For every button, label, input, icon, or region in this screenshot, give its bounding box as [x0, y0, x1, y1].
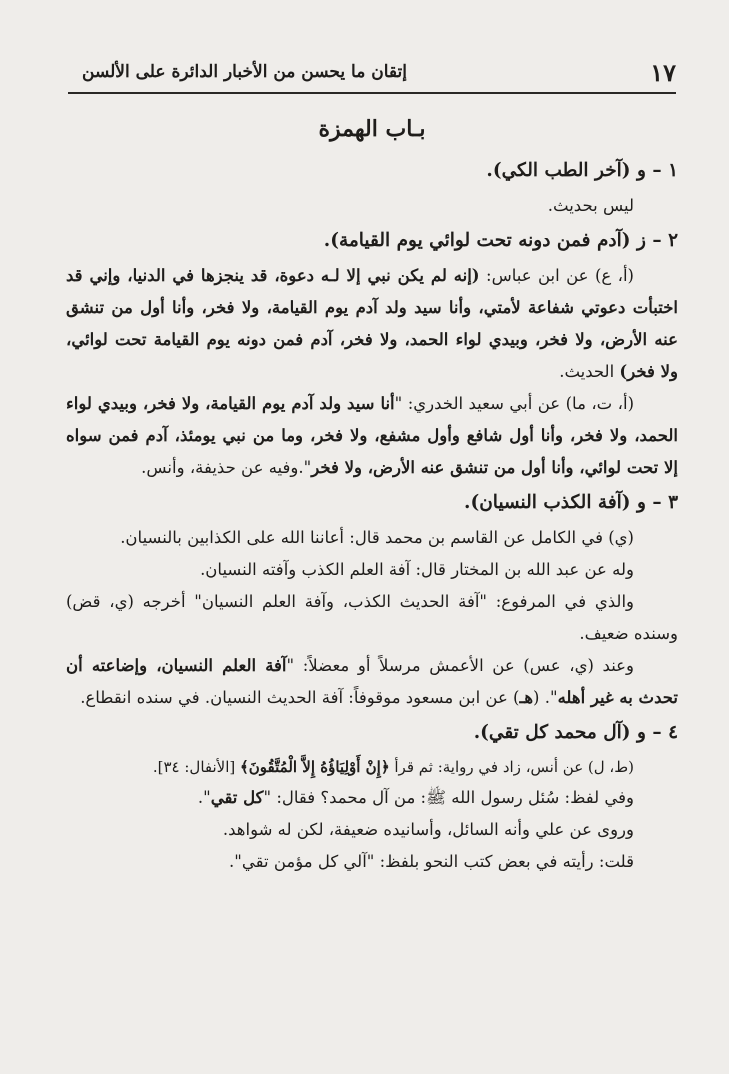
entry-heading: ٣ – و (آفة الكذب النسيان). [464, 492, 678, 513]
text-span: ". [197, 788, 211, 807]
bold-text: أنا سيد ولد آدم يوم القيامة، ولا فخر، وبيدي لواء الحمد، ولا فخر، وأنا أول شافع وأول مشفع، ولا فخر، وما من نبي يومئذ، آدم فمن سواه إلا تحت لوائي، وأنا أول من تنشق عنه الأرض، ولا فخر [66, 394, 678, 477]
page-body [66, 110, 678, 878]
text-span: وفي لفظ: سُئل رسول الله ﷺ: من آل محمد؟ فقال: " [263, 788, 634, 807]
paragraph [66, 586, 678, 650]
paragraph [66, 752, 678, 782]
paragraph [66, 650, 678, 714]
text-span: (ط، ل) عن أنس، زاد في رواية: ثم قرأ [389, 758, 634, 776]
entry-heading: ٤ – و (آل محمد كل تقي). [473, 722, 678, 743]
running-title: إتقان ما يحسن من الأخبار الدائرة على الألسن [82, 62, 407, 82]
text-span: ".وفيه عن حذيفة، وأنس. [141, 458, 312, 477]
page-number: ١٧ [650, 58, 676, 87]
paragraph [66, 260, 678, 388]
text-span: [الأنفال: ٣٤]. [152, 758, 240, 776]
text-span: الحديث. [559, 362, 620, 381]
paragraph [66, 388, 678, 484]
paragraph [66, 190, 678, 222]
bold-text: آفة العلم النسيان، وإضاعته أن تحدث به غير أهله [66, 656, 678, 707]
text-span: وروى عن علي وأنه السائل، وأسانيده ضعيفة، لكن له شواهد. [222, 820, 634, 839]
text-span: (أ، ع) عن ابن عباس: [479, 266, 634, 285]
entry-heading: ١ – و (آخر الطب الكي). [486, 160, 678, 181]
paragraph [66, 554, 678, 586]
text-span: ليس بحديث. [547, 196, 634, 215]
page-header [68, 52, 676, 94]
bold-text: هـ [519, 688, 534, 707]
text-span: (ي) في الكامل عن القاسم بن محمد قال: أعاننا الله على الكذابين بالنسيان. [120, 528, 634, 547]
paragraph [66, 782, 678, 814]
text-span: ". ( [533, 688, 558, 707]
chapter-title: بـاب الهمزة [318, 116, 426, 142]
text-span: والذي في المرفوع: "آفة الحديث الكذب، وآفة العلم النسيان" أخرجه (ي، قض) وسنده ضعيف. [66, 592, 678, 643]
paragraph [66, 522, 678, 554]
text-span: (أ، ت، ما) عن أبي سعيد الخدري: " [394, 394, 635, 413]
bold-text: ﴿إِنْ أَوْلِيَاؤُهُ إِلاَّ الْمُتَّقُونَ﴾ [240, 758, 390, 776]
text-span: وعند (ي، عس) عن الأعمش مرسلاً أو معضلاً: " [286, 656, 634, 675]
bold-text: كل تقي [210, 788, 264, 807]
paragraph [66, 814, 678, 846]
text-span: وله عن عبد الله بن المختار قال: آفة العلم الكذب وآفته النسيان. [200, 560, 634, 579]
text-span: ) عن ابن مسعود موقوفاً: آفة الحديث النسيان. في سنده انقطاع. [80, 688, 520, 707]
text-span: قلت: رأيته في بعض كتب النحو بلفظ: "آلي كل مؤمن تقي". [229, 852, 634, 871]
bold-text: (إنه لم يكن نبي إلا لـه دعوة، قد ينجزها في الدنيا، وإني قد اختبأت دعوتي شفاعة لأمتي، وأنا سيد ولد آدم يوم القيامة، ولا فخر، وأنا أول من تنشق عنه الأرض، ولا فخر، وبيدي لواء الحمد، ولا فخر، آدم فمن دونه يوم القيامة تحت لوائي، ولا فخر) [66, 266, 678, 381]
paragraph [66, 846, 678, 878]
entry-heading: ٢ – ز (آدم فمن دونه تحت لوائي يوم القيامة). [323, 230, 678, 251]
